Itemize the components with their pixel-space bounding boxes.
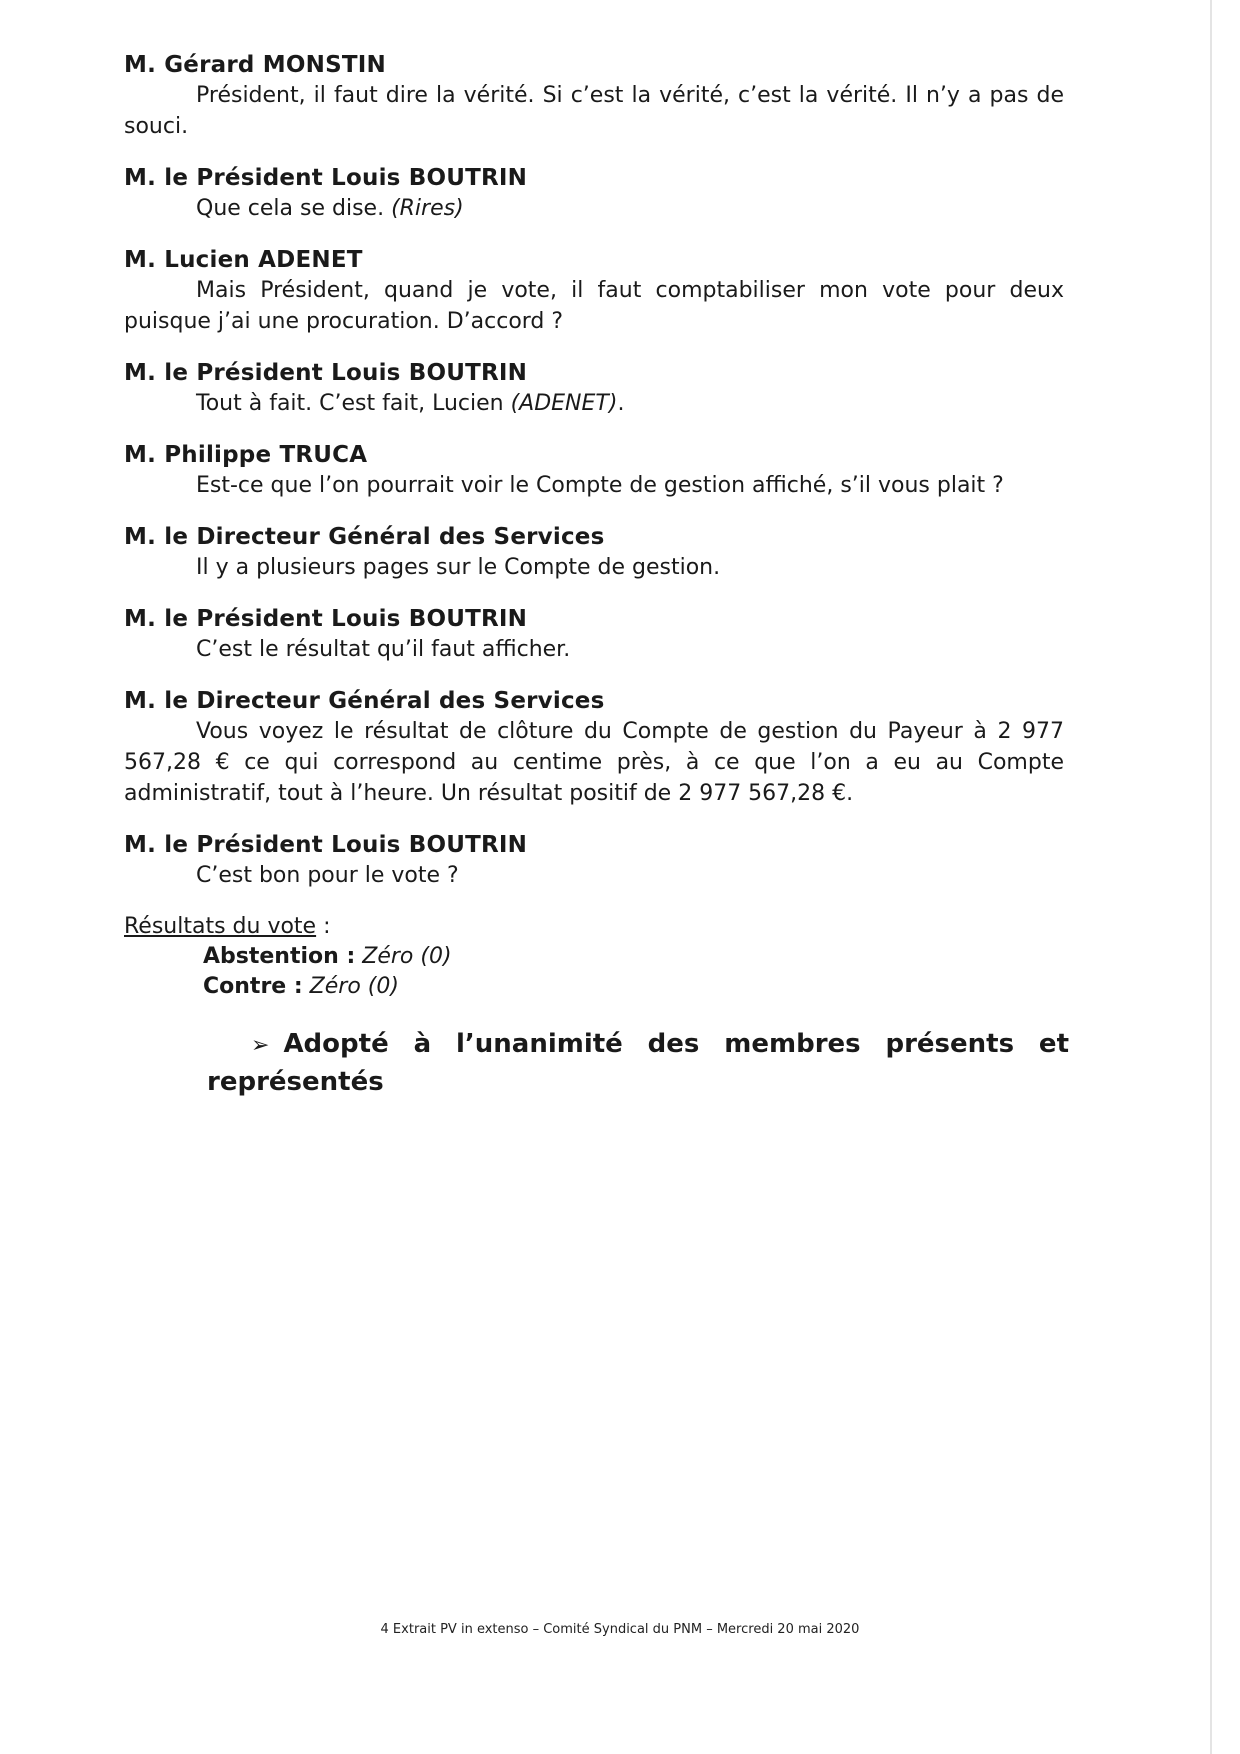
speech-entry <box>124 245 1064 337</box>
speech-text: Président, il faut dire la vérité. Si c’est la vérité, c’est la vérité. Il n’y a pas de souci. <box>124 83 1064 139</box>
page-edge <box>1210 0 1212 1754</box>
speech-text: C’est bon pour le vote ? <box>196 863 459 888</box>
speaker-name: M. le Président Louis BOUTRIN <box>124 165 528 191</box>
speaker-name: M. Lucien ADENET <box>124 247 363 273</box>
document-body <box>124 50 1069 1100</box>
vote-results <box>124 912 1064 1002</box>
speaker-name: M. Philippe TRUCA <box>124 442 368 468</box>
speech-text: C’est le résultat qu’il faut afficher. <box>196 637 571 662</box>
speech-entry <box>124 440 1064 501</box>
speech-entry <box>124 50 1064 142</box>
speech-aside: (ADENET) <box>510 391 618 416</box>
speech-text: Vous voyez le résultat de clôture du Compte de gestion du Payeur à 2 977 567,28 € ce qui correspond au centime près, à ce que l’on a eu au Compte administratif, tout à l’heure. Un résultat positif de 2 977 567,28 €. <box>124 719 1064 806</box>
vote-contre: Contre : Zéro (0) <box>203 974 399 999</box>
speaker-name: M. Gérard MONSTIN <box>124 52 386 78</box>
speech-entry <box>124 686 1064 809</box>
speech-text: Est-ce que l’on pourrait voir le Compte de gestion affiché, s’il vous plait ? <box>196 473 1004 498</box>
adoption-result: ➢ Adopté à l’unanimité des membres présents et représentés <box>207 1029 1069 1097</box>
vote-abstention: Abstention : Zéro (0) <box>203 944 452 969</box>
vote-heading: Résultats du vote : <box>124 914 331 939</box>
speech-entry <box>124 522 1064 583</box>
arrow-bullet-icon: ➢ <box>251 1033 270 1058</box>
speech-entry <box>124 830 1064 891</box>
speaker-name: M. le Directeur Général des Services <box>124 688 605 714</box>
speech-text: Que cela se dise. (Rires) <box>196 196 464 221</box>
speech-text: Mais Président, quand je vote, il faut comptabiliser mon vote pour deux puisque j’ai une procuration. D’accord ? <box>124 278 1064 334</box>
speech-entry <box>124 163 1064 224</box>
speaker-name: M. le Président Louis BOUTRIN <box>124 360 528 386</box>
speaker-name: M. le Président Louis BOUTRIN <box>124 832 528 858</box>
speech-text: Tout à fait. C’est fait, Lucien (ADENET). <box>196 391 625 416</box>
speaker-name: M. le Directeur Général des Services <box>124 524 605 550</box>
speech-aside: (Rires) <box>391 196 464 221</box>
speech-text: Il y a plusieurs pages sur le Compte de gestion. <box>196 555 721 580</box>
speaker-name: M. le Président Louis BOUTRIN <box>124 606 528 632</box>
page-footer: 4 Extrait PV in extenso – Comité Syndical du PNM – Mercredi 20 mai 2020 <box>380 1622 860 1637</box>
speech-entry <box>124 358 1064 419</box>
speech-entry <box>124 604 1064 665</box>
